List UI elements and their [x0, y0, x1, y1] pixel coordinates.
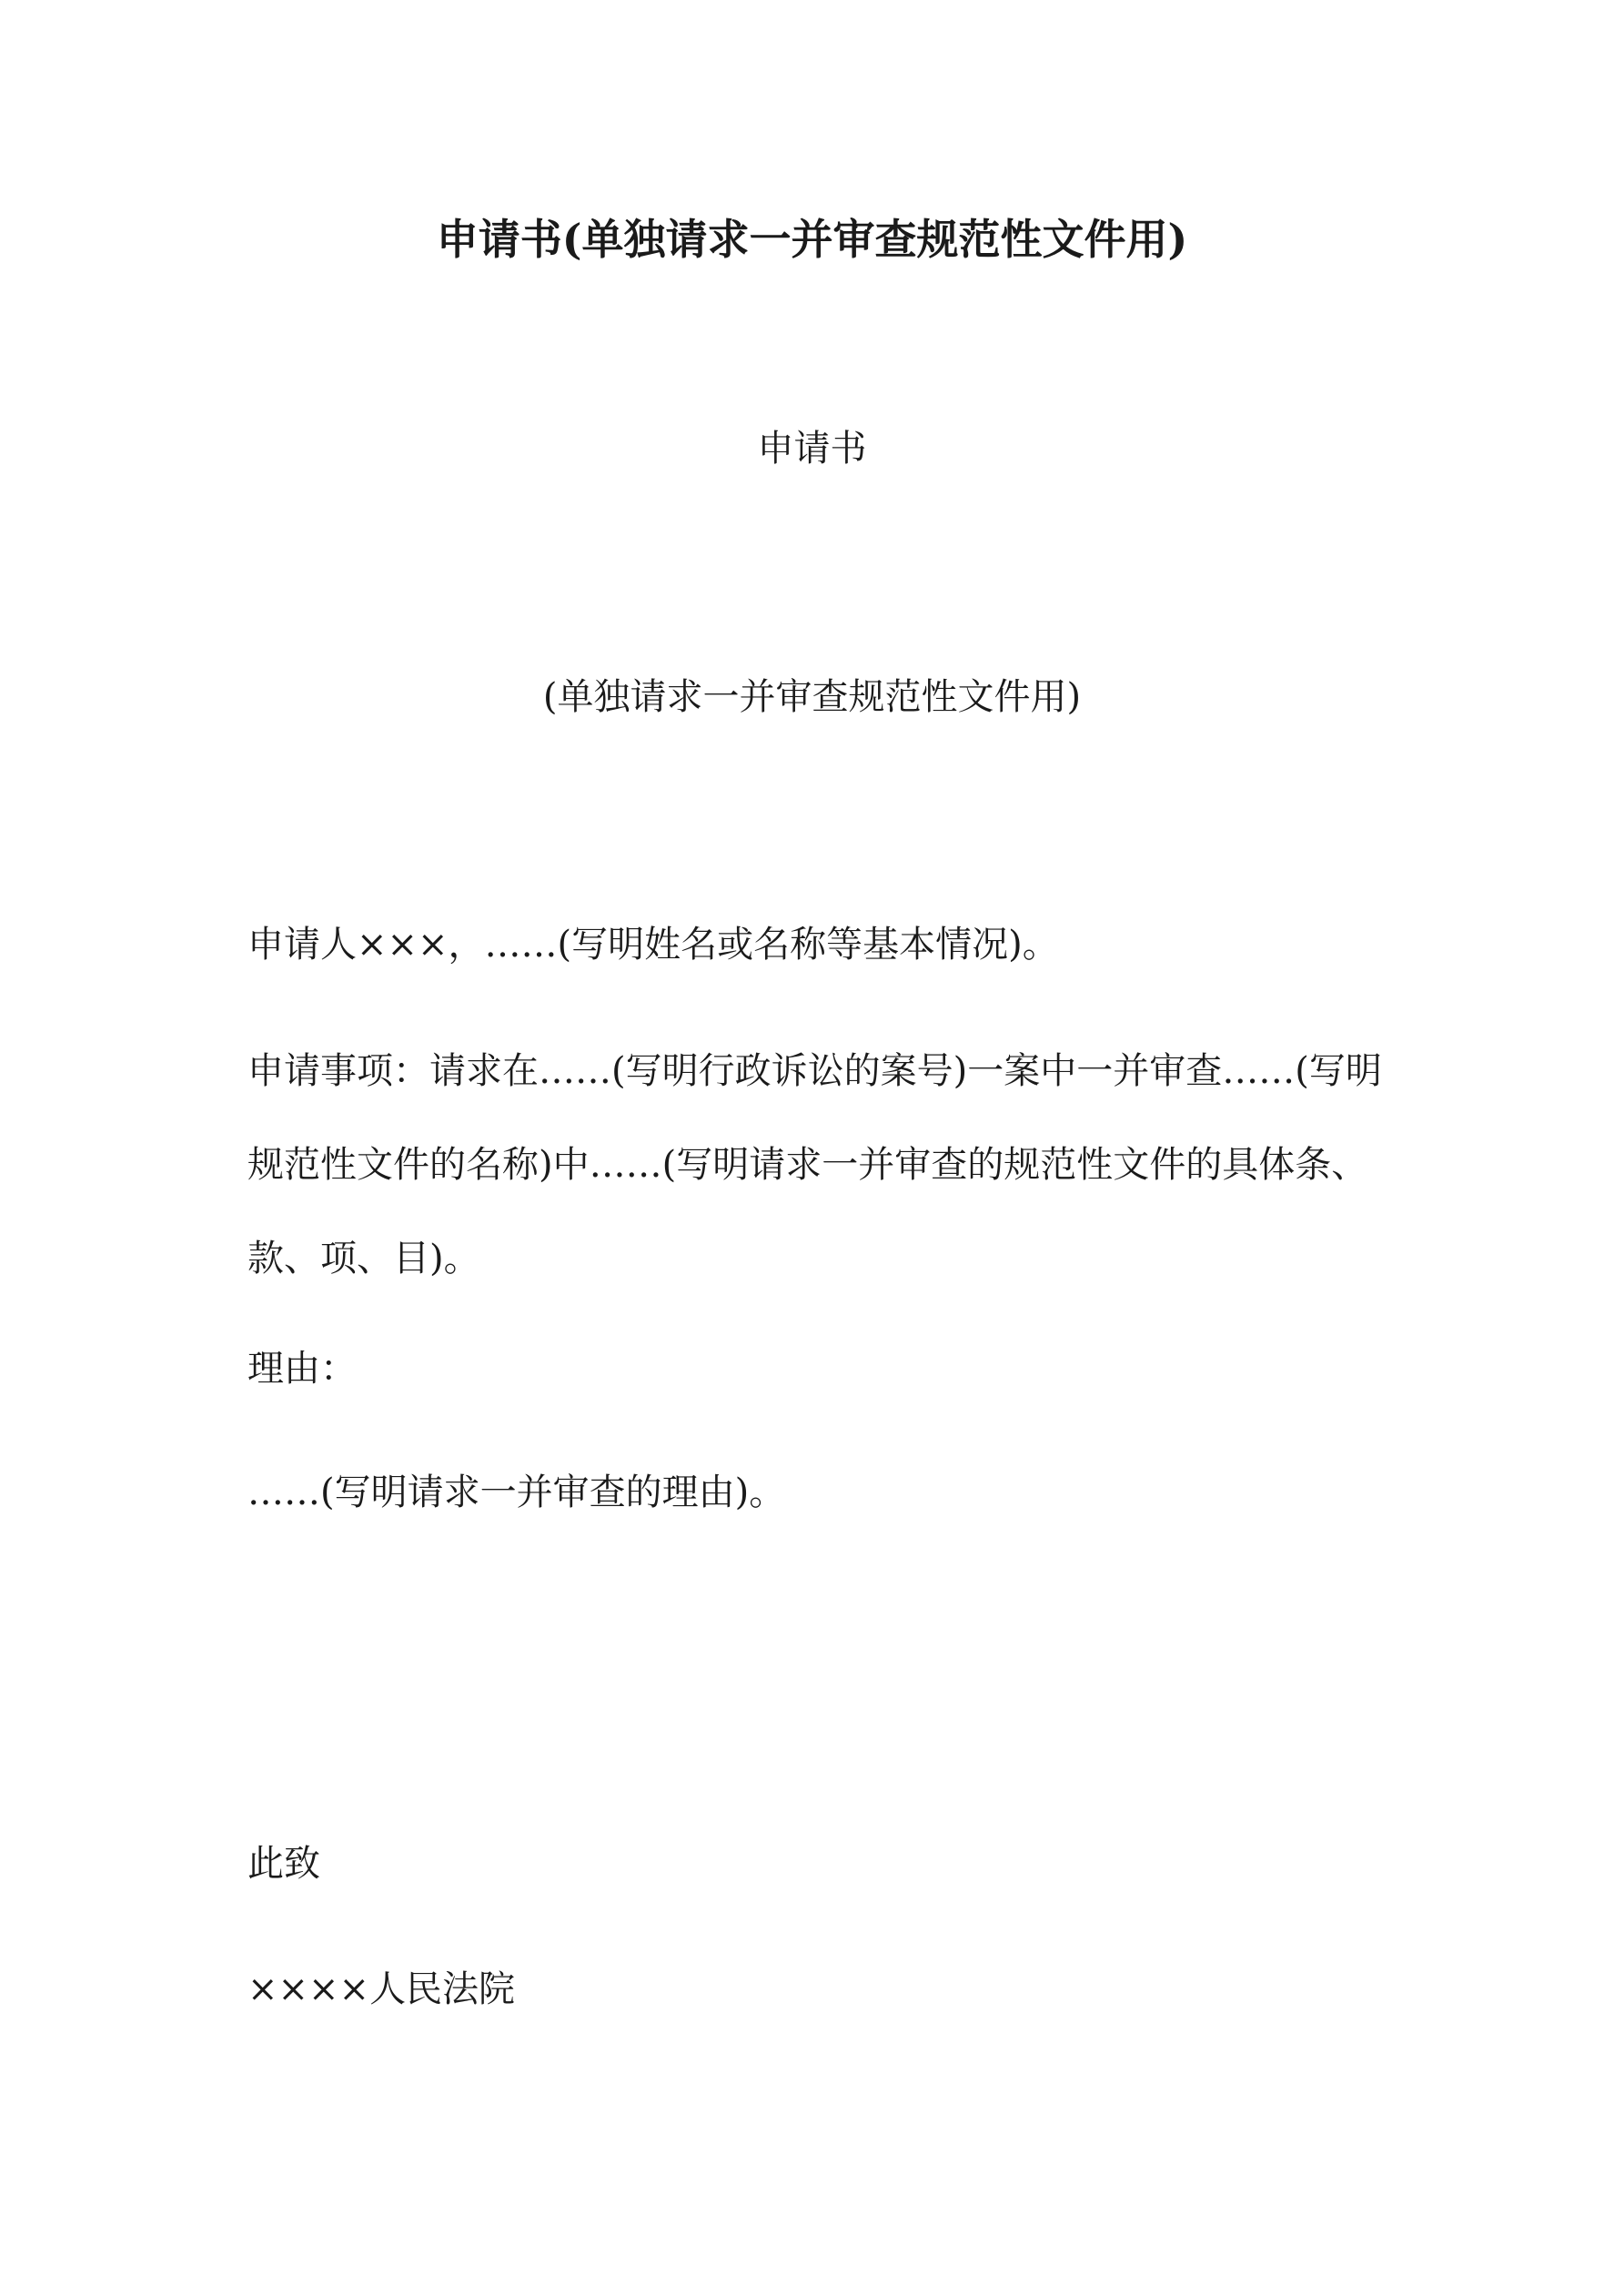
reason-paragraph: ……(写明请求一并审查的理由)。 — [247, 1472, 786, 1513]
reason-label: 理由： — [247, 1348, 357, 1390]
document-subheading: (单独请求一并审查规范性文件用) — [542, 676, 1082, 718]
court-name: ××××人民法院 — [247, 1968, 516, 2010]
applicant-paragraph: 申请人×××，……(写明姓名或名称等基本情况)。 — [247, 924, 1059, 966]
document-title: 申请书(单独请求一并审查规范性文件用) — [436, 215, 1188, 264]
salutation: 此致 — [247, 1843, 320, 1885]
request-paragraph: 申请事项：请求在……(写明行政诉讼的案号)一案中一并审查……(写明规范性文件的名称)中……(写明请求一并审查的规范性文件的具体条、款、项、目)。 — [247, 1050, 1382, 1279]
document-heading: 申请书 — [757, 428, 867, 470]
